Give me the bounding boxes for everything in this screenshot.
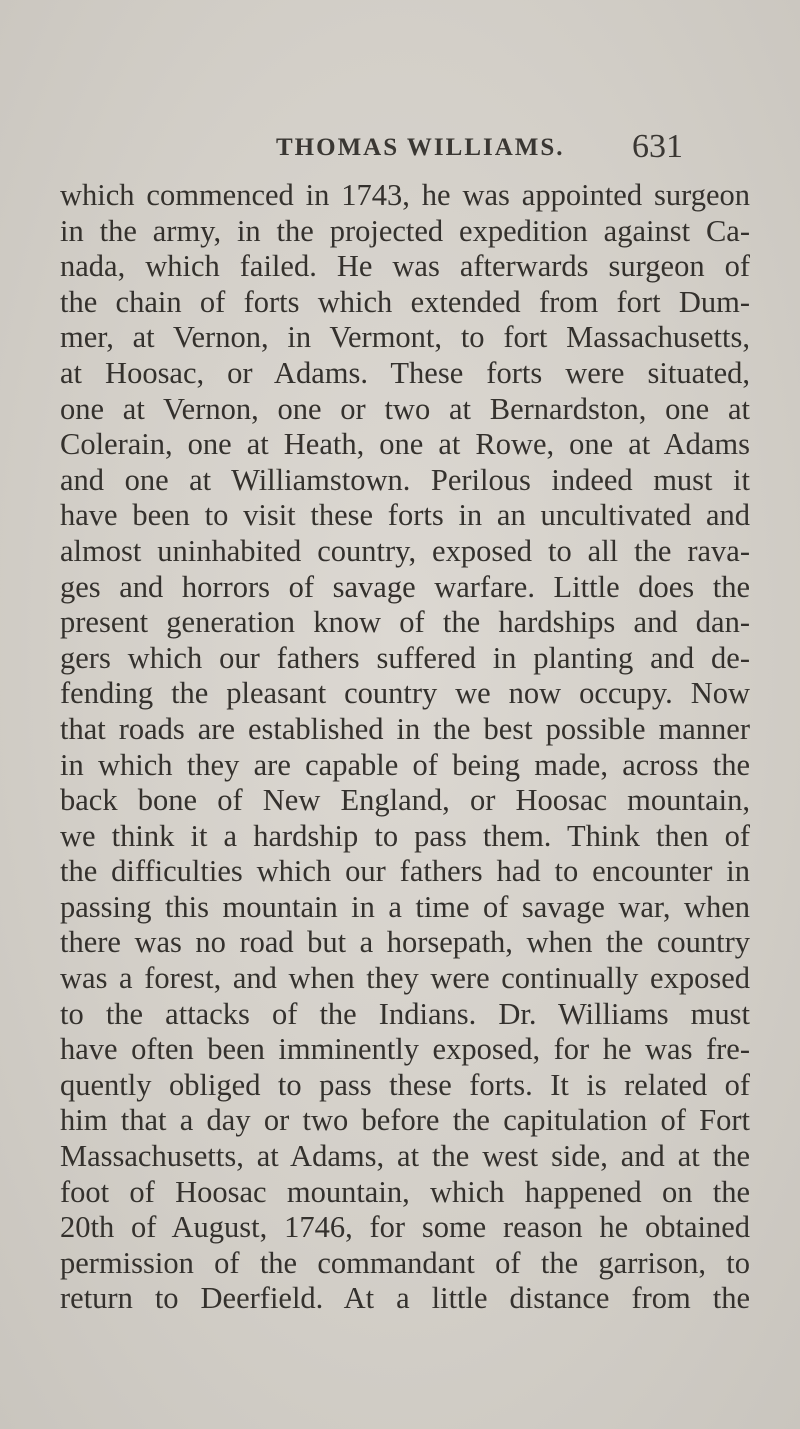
text-line: foot of Hoosac mountain, which happened on the bbox=[60, 1174, 750, 1209]
text-line: one at Vernon, one or two at Bernardston, one at bbox=[60, 391, 750, 426]
running-title: THOMAS WILLIAMS. bbox=[276, 134, 565, 161]
text-line: that roads are established in the best possible manner bbox=[60, 711, 750, 746]
text-line: 20th of August, 1746, for some reason he obtained bbox=[60, 1210, 750, 1245]
text-line: almost uninhabited country, exposed to all the rava- bbox=[60, 533, 750, 568]
text-line: we think it a hardship to pass them. Think then of bbox=[60, 818, 750, 853]
text-line: the chain of forts which extended from fort Dum- bbox=[60, 284, 750, 319]
text-line: Colerain, one at Heath, one at Rowe, one at Adams bbox=[60, 427, 750, 462]
page-number: 631 bbox=[632, 128, 683, 165]
body-text bbox=[60, 178, 750, 1317]
text-line: in the army, in the projected expedition against Ca- bbox=[60, 213, 750, 248]
text-line: which commenced in 1743, he was appointed surgeon bbox=[60, 178, 750, 212]
text-line: permission of the commandant of the garrison, to bbox=[60, 1245, 750, 1280]
text-line: back bone of New England, or Hoosac mountain, bbox=[60, 783, 750, 818]
text-line: nada, which failed. He was afterwards surgeon of bbox=[60, 249, 750, 284]
text-line: was a forest, and when they were continually exposed bbox=[60, 961, 750, 996]
text-line: to the attacks of the Indians. Dr. Williams must bbox=[60, 996, 750, 1031]
text-line: ges and horrors of savage warfare. Little does the bbox=[60, 569, 750, 604]
text-line: gers which our fathers suffered in planting and de- bbox=[60, 640, 750, 675]
text-line: present generation know of the hardships and dan- bbox=[60, 605, 750, 640]
text-line: passing this mountain in a time of savage war, when bbox=[60, 889, 750, 924]
text-line: and one at Williamstown. Perilous indeed must it bbox=[60, 462, 750, 497]
text-line: have often been imminently exposed, for he was fre- bbox=[60, 1032, 750, 1067]
text-line: mer, at Vernon, in Vermont, to fort Massachusetts, bbox=[60, 320, 750, 355]
text-line: him that a day or two before the capitulation of Fort bbox=[60, 1103, 750, 1138]
text-line: at Hoosac, or Adams. These forts were situated, bbox=[60, 355, 750, 390]
text-line: fending the pleasant country we now occupy. Now bbox=[60, 676, 750, 711]
text-line: return to Deerfield. At a little distance from the bbox=[60, 1281, 750, 1316]
text-line: quently obliged to pass these forts. It is related of bbox=[60, 1067, 750, 1102]
text-line: in which they are capable of being made, across the bbox=[60, 747, 750, 782]
running-head bbox=[250, 128, 750, 168]
text-line: Massachusetts, at Adams, at the west side, and at the bbox=[60, 1139, 750, 1174]
text-line: there was no road but a horsepath, when the country bbox=[60, 925, 750, 960]
text-line: have been to visit these forts in an uncultivated and bbox=[60, 498, 750, 533]
text-line: the difficulties which our fathers had to encounter in bbox=[60, 854, 750, 889]
